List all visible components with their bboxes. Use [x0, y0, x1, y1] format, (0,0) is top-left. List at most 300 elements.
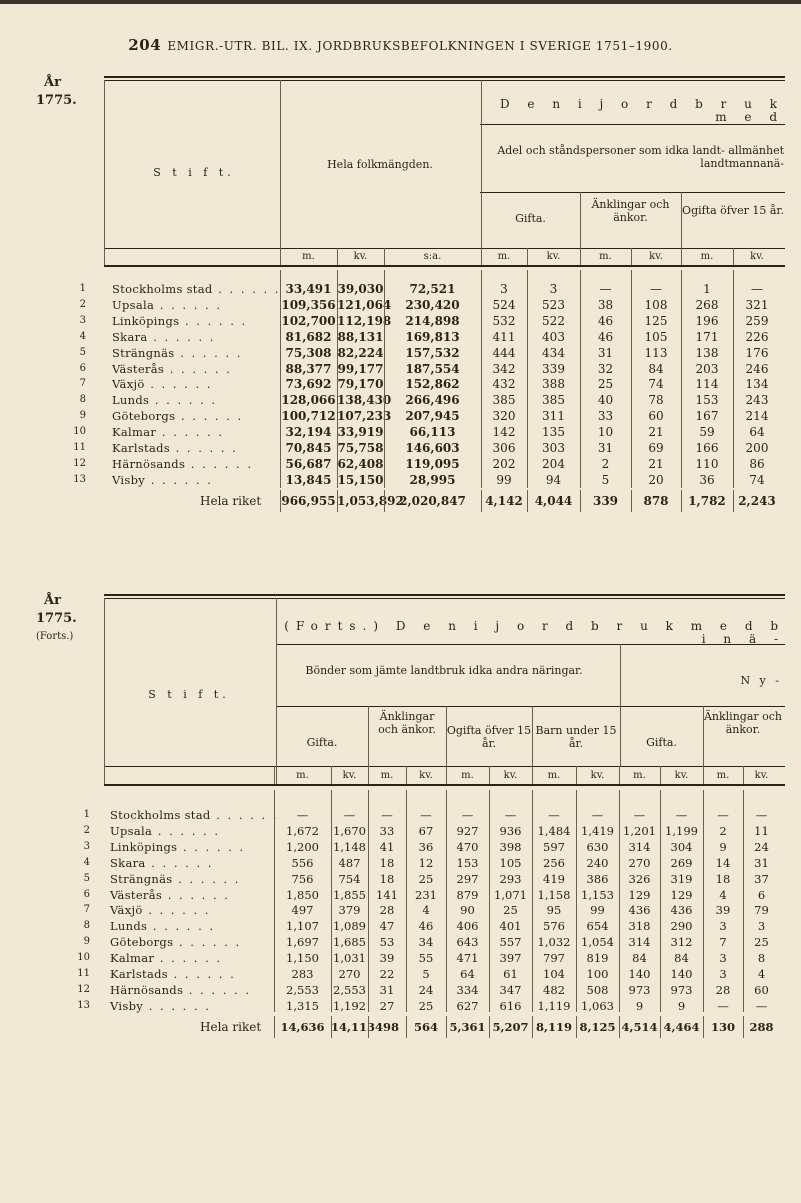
- leader-dots: . . . . . .: [167, 967, 236, 981]
- table-cell: 47: [379, 919, 395, 934]
- table-cell: 69: [648, 441, 664, 455]
- stift-label: Härnösands: [112, 456, 186, 471]
- table-cell: 79,170: [337, 377, 384, 392]
- table-cell: 60: [754, 982, 769, 997]
- table-cell: 37: [754, 871, 769, 886]
- stift-label: Västerås: [110, 887, 163, 902]
- leader-dots: . . . . . .: [183, 982, 252, 997]
- table-cell: 1,071: [494, 887, 527, 902]
- table-cell: 973: [670, 982, 693, 997]
- table-cell: 14: [715, 855, 731, 870]
- leader-dots: . . . . . .: [149, 393, 218, 408]
- table-cell: 432: [492, 377, 516, 392]
- stift-name: [110, 967, 236, 981]
- table-cell: 134: [745, 377, 769, 392]
- table-cell: 1,192: [333, 998, 366, 1013]
- table-cell: 140: [628, 967, 651, 981]
- table-cell: 524: [492, 297, 516, 312]
- table-cell: 1,199: [665, 823, 698, 838]
- stift-label: Lunds: [112, 393, 150, 408]
- barn-header: Barn under 15 år.: [535, 724, 617, 750]
- table-cell: 15,150: [337, 472, 384, 487]
- table-cell: 64: [749, 425, 765, 440]
- table-cell: 397: [499, 951, 522, 966]
- table-cell: —: [591, 808, 604, 822]
- table-cell: 146,603: [405, 441, 460, 455]
- sub-header: kv.: [353, 251, 368, 262]
- table-cell: 64: [460, 967, 475, 981]
- column-rule: [576, 790, 577, 1012]
- table-cell: 78: [648, 393, 664, 408]
- table-cell: 2: [601, 456, 610, 471]
- table-cell: 9: [719, 839, 727, 854]
- table-cell: 270: [338, 967, 361, 981]
- sub-header: m.: [497, 251, 511, 262]
- sub-header: kv.: [754, 770, 769, 781]
- stift-label: Skara: [112, 329, 148, 344]
- sub-header: m.: [599, 251, 612, 262]
- table-cell: 557: [499, 935, 522, 950]
- sub-header: kv.: [342, 770, 357, 781]
- table-cell: 401: [499, 919, 522, 934]
- total-cell: 564: [413, 1020, 438, 1034]
- table-cell: 28: [379, 903, 395, 918]
- table-cell: 434: [542, 345, 565, 360]
- column-rule: [532, 790, 533, 1012]
- row-number: 1: [79, 283, 86, 294]
- table-cell: 62,408: [337, 456, 384, 471]
- row-rule: [480, 192, 785, 193]
- total-cell: 14,636: [280, 1020, 325, 1034]
- table-cell: 2,553: [286, 982, 319, 997]
- column-rule: [280, 490, 281, 512]
- table-cell: 3: [549, 282, 558, 296]
- total-cell: 878: [643, 494, 669, 508]
- table-cell: —: [675, 808, 688, 822]
- stift-label: Visby: [112, 472, 146, 487]
- table-cell: 33: [597, 409, 614, 424]
- running-header: [0, 36, 801, 54]
- table-cell: 99,177: [337, 361, 384, 376]
- table-cell: 290: [670, 919, 693, 934]
- table-cell: 128,066: [281, 393, 336, 408]
- column-rule: [631, 490, 632, 512]
- table-cell: 9: [635, 998, 644, 1013]
- table-cell: 1,119: [537, 998, 571, 1013]
- column-rule: [619, 790, 620, 1012]
- stift-name: [110, 888, 230, 902]
- total-cell: 4,464: [663, 1020, 700, 1034]
- stift-name: [110, 919, 215, 933]
- table-cell: 25: [418, 998, 434, 1013]
- table-cell: 108: [644, 297, 668, 312]
- column-rule: [681, 270, 682, 488]
- table-cell: 419: [543, 871, 565, 886]
- table-cell: 1,032: [537, 935, 571, 950]
- total-cell: 288: [749, 1020, 774, 1034]
- row-number: 3: [83, 840, 90, 852]
- table-cell: 110: [695, 456, 719, 471]
- table-cell: 81,682: [285, 329, 332, 344]
- table-cell: 576: [543, 919, 565, 934]
- table-cell: 125: [644, 313, 668, 328]
- table-cell: 166: [695, 441, 719, 455]
- stift-label: Stockholms stad: [112, 282, 213, 296]
- table-cell: 1,063: [581, 998, 614, 1013]
- stift-label: Göteborgs: [110, 935, 174, 950]
- row-number: 4: [79, 330, 86, 342]
- table-cell: 630: [586, 839, 609, 854]
- table-cell: 522: [542, 313, 565, 328]
- table-cell: 321: [745, 297, 769, 312]
- leader-dots: . . . . . .: [174, 345, 243, 360]
- table-cell: 33,919: [337, 425, 384, 440]
- table-cell: 243: [745, 393, 769, 408]
- table-cell: 879: [456, 887, 479, 902]
- total-cell: 4,514: [621, 1020, 658, 1034]
- column-rule: [580, 490, 581, 512]
- table-cell: 214,898: [405, 313, 460, 328]
- table-cell: 4: [422, 903, 430, 918]
- leader-dots: . . . . . .: [169, 441, 238, 455]
- stift-label: Karlstads: [112, 441, 170, 455]
- total-cell: 1,053,892: [337, 494, 404, 508]
- row-rule: [480, 124, 785, 125]
- table-cell: 312: [670, 935, 693, 950]
- table-cell: 246: [745, 361, 769, 376]
- table-cell: 18: [379, 855, 395, 870]
- sub-header: m.: [547, 770, 561, 781]
- column-rule: [576, 1016, 577, 1038]
- table-cell: 973: [628, 982, 651, 997]
- table-cell: —: [755, 808, 768, 822]
- table-cell: 627: [456, 998, 479, 1013]
- total-label: Hela riket: [200, 1020, 262, 1034]
- stift-label: Växjö: [110, 903, 143, 918]
- table-cell: 269: [670, 855, 693, 870]
- row-rule: [104, 80, 785, 81]
- table-cell: 293: [499, 871, 522, 886]
- table-cell: 70,845: [285, 441, 332, 455]
- column-rule: [481, 270, 482, 488]
- stift-label: Upsala: [110, 823, 153, 838]
- column-rule: [331, 790, 332, 1012]
- total-cell: 966,955: [281, 494, 336, 508]
- row-number: 11: [77, 968, 90, 979]
- table-cell: 297: [456, 871, 479, 886]
- table-cell: 129: [628, 887, 651, 902]
- column-rule: [489, 1016, 490, 1038]
- sub-header: kv.: [750, 251, 764, 262]
- year-label-2: År 1775. (Forts.): [36, 593, 77, 642]
- leader-dots: . . . . . .: [145, 855, 214, 870]
- table-cell: 24: [754, 839, 769, 854]
- stift-name: [112, 346, 242, 360]
- row-number: 10: [73, 426, 86, 438]
- table-cell: 32,194: [285, 425, 332, 440]
- table-cell: 60: [648, 409, 664, 424]
- table-cell: 1,201: [623, 823, 656, 838]
- row-rule: [276, 706, 785, 707]
- table-cell: 319: [670, 871, 693, 886]
- table-cell: —: [751, 282, 763, 296]
- stift-label: Västerås: [112, 361, 165, 376]
- table-cell: 436: [670, 903, 693, 918]
- sub-header: m.: [296, 770, 309, 781]
- table-cell: 226: [745, 329, 769, 344]
- column-rule: [104, 80, 105, 265]
- table-cell: 3: [757, 919, 766, 934]
- column-rule: [703, 790, 704, 1012]
- ny-header: N y -: [740, 674, 782, 687]
- table-cell: 2: [719, 823, 727, 838]
- table-cell: 88,131: [337, 329, 384, 344]
- table-cell: —: [420, 808, 432, 822]
- leader-dots: . . . . . .: [172, 871, 241, 886]
- table-cell: 24: [418, 982, 434, 997]
- column-rule: [337, 270, 338, 488]
- table-cell: 18: [379, 871, 395, 886]
- table-cell: 53: [379, 935, 395, 950]
- column-rule: [619, 1016, 620, 1038]
- row-rule: [104, 598, 785, 599]
- column-rule: [580, 270, 581, 488]
- row-number: 5: [83, 872, 90, 884]
- stift-label: Kalmar: [110, 951, 155, 966]
- table-cell: 153: [456, 855, 479, 870]
- table-cell: 754: [338, 871, 361, 886]
- total-cell: 1,782: [688, 494, 726, 508]
- table-cell: 135: [542, 425, 565, 440]
- sub-header: s:a.: [423, 251, 442, 262]
- row-number: 13: [77, 999, 90, 1011]
- sub-header: m.: [380, 770, 394, 781]
- table-cell: —: [548, 808, 560, 822]
- table-cell: 326: [628, 871, 651, 886]
- table-cell: 1,107: [286, 919, 319, 934]
- column-rule: [489, 790, 490, 1012]
- table-cell: 79: [754, 903, 769, 918]
- table-cell: 36: [699, 472, 715, 487]
- table-cell: 20: [648, 472, 664, 487]
- leader-dots: . . . . . .: [152, 823, 221, 838]
- table-cell: 104: [543, 967, 565, 981]
- table-cell: 9: [677, 998, 686, 1013]
- table-cell: 25: [418, 871, 434, 886]
- total-cell: 4,044: [534, 494, 573, 508]
- table-cell: 1: [703, 282, 711, 296]
- anklingar-header: Änklingar och änkor.: [591, 198, 670, 224]
- table-cell: 1,855: [333, 887, 366, 902]
- table-cell: 532: [492, 313, 516, 328]
- sub-header: kv.: [649, 251, 663, 262]
- column-rule: [384, 490, 385, 512]
- row-number: 6: [83, 888, 90, 900]
- total-cell: 8,119: [535, 1020, 572, 1034]
- table-cell: —: [599, 282, 612, 296]
- table-cell: 3: [719, 967, 727, 981]
- table-cell: 73,692: [285, 377, 332, 392]
- table-cell: 39: [379, 951, 395, 966]
- row-number: 6: [79, 362, 86, 374]
- table-cell: 34: [418, 935, 434, 950]
- table-cell: 303: [542, 441, 565, 455]
- table-cell: —: [717, 998, 729, 1013]
- column-rule: [681, 192, 682, 248]
- table-cell: 1,670: [333, 823, 366, 838]
- stift-name: [112, 362, 232, 376]
- leader-dots: . . . . . .: [185, 456, 254, 471]
- table-cell: 1,484: [537, 823, 571, 838]
- row-number: 12: [77, 983, 90, 995]
- table-cell: 38: [597, 297, 614, 312]
- leader-dots: . . . . . .: [156, 425, 225, 440]
- row-number: 12: [73, 457, 86, 469]
- row-number: 2: [79, 298, 86, 310]
- leader-dots: . . . . . .: [143, 998, 211, 1013]
- table-cell: 13,845: [285, 472, 332, 487]
- table-cell: 109,356: [281, 297, 336, 312]
- table-cell: 40: [597, 393, 614, 408]
- row-rule: [104, 594, 785, 596]
- column-rule: [384, 270, 385, 488]
- table-cell: 84: [632, 951, 647, 966]
- table-cell: 171: [695, 329, 719, 344]
- row-rule: [104, 766, 785, 767]
- main-header: D e n i j o r d b r u k m e d: [499, 97, 784, 124]
- table-cell: 176: [745, 345, 769, 360]
- table-cell: 169,813: [405, 329, 460, 344]
- table-cell: 94: [545, 472, 562, 487]
- table-cell: 654: [586, 919, 609, 934]
- table-cell: 1,148: [333, 839, 366, 854]
- table-cell: 112,198: [337, 313, 392, 328]
- stift-name: [112, 330, 215, 344]
- table-cell: 556: [291, 855, 314, 870]
- table-cell: —: [343, 808, 356, 822]
- row-number: 9: [83, 936, 90, 948]
- table-cell: 230,420: [405, 297, 460, 312]
- table-cell: 398: [499, 839, 522, 854]
- table-cell: 21: [648, 425, 664, 440]
- table-cell: 616: [499, 998, 522, 1013]
- leader-dots: . . . . . .: [173, 935, 242, 950]
- stift-label: Visby: [110, 998, 144, 1013]
- sub-header: m.: [302, 251, 315, 262]
- row-number: 10: [77, 952, 90, 964]
- column-rule: [406, 1016, 407, 1038]
- column-rule: [743, 790, 744, 1012]
- stift-name: [110, 872, 240, 886]
- column-rule: [280, 270, 281, 488]
- table-cell: 304: [670, 839, 693, 854]
- table-cell: 56,687: [285, 456, 332, 471]
- stift-name: [112, 314, 247, 328]
- table-cell: 10: [597, 425, 614, 440]
- row-number: 3: [79, 314, 86, 326]
- stift-label: Göteborgs: [112, 409, 176, 424]
- table-cell: 105: [644, 329, 668, 344]
- total-cell: 2,020,847: [399, 494, 466, 508]
- table-cell: 153: [695, 393, 719, 408]
- row-number: 1: [83, 809, 90, 820]
- table-cell: 643: [456, 935, 479, 950]
- table-cell: 523: [542, 297, 565, 312]
- leader-dots: . . . . . .: [147, 919, 216, 934]
- stift-label: Strängnäs: [110, 871, 173, 886]
- table-cell: 21: [648, 456, 664, 471]
- table-cell: 33,491: [285, 282, 332, 296]
- stift-label: Kalmar: [112, 425, 157, 440]
- table-cell: 75,308: [285, 345, 332, 360]
- table-cell: 411: [492, 329, 516, 344]
- anklingar-2-header: Änklingar och änkor.: [703, 710, 783, 736]
- table-cell: 314: [628, 935, 651, 950]
- table-cell: 142: [492, 425, 516, 440]
- table-cell: 25: [503, 903, 518, 918]
- table-cell: 25: [597, 377, 614, 392]
- table-cell: 334: [456, 982, 479, 997]
- table-cell: —: [633, 808, 646, 822]
- stift-name: [110, 856, 213, 870]
- table-cell: —: [504, 808, 517, 822]
- ogifta-header: Ogifta öfver 15 år.: [682, 204, 784, 217]
- table-cell: 936: [499, 823, 522, 838]
- gifta-header: Gifta.: [306, 736, 338, 749]
- sub-header: kv.: [590, 770, 605, 781]
- table-cell: 482: [543, 982, 565, 997]
- table-cell: 497: [291, 903, 314, 918]
- table-cell: 444: [492, 345, 516, 360]
- column-rule: [527, 490, 528, 512]
- column-rule: [481, 80, 482, 265]
- leader-dots: . . . . . .: [142, 903, 211, 918]
- table-cell: 339: [542, 361, 565, 376]
- column-rule: [368, 790, 369, 1012]
- table-cell: 187,554: [405, 361, 460, 376]
- table-cell: 6: [757, 887, 766, 902]
- stift-name: [112, 393, 217, 407]
- stift-label: Strängnäs: [112, 345, 175, 360]
- table-2: [77, 594, 785, 1042]
- total-cell: 130: [710, 1020, 735, 1034]
- table-cell: 119,095: [405, 456, 460, 471]
- table-cell: 107,233: [337, 409, 392, 424]
- sub-header: m.: [716, 770, 730, 781]
- table-cell: 3: [719, 951, 727, 966]
- stift-name: [110, 840, 245, 854]
- table-cell: 138,430: [337, 393, 392, 408]
- table-cell: 406: [456, 919, 479, 934]
- stift-name: [110, 903, 210, 917]
- table-cell: 141: [376, 887, 398, 902]
- table-cell: 55: [418, 951, 434, 966]
- table-1: [73, 76, 785, 516]
- sub-header: kv.: [674, 770, 689, 781]
- table-cell: 1,672: [286, 823, 319, 838]
- table-cell: 379: [338, 903, 361, 918]
- row-number: 5: [79, 346, 86, 358]
- table-cell: 25: [754, 935, 769, 950]
- column-rule: [446, 1016, 447, 1038]
- group-header: Adel och ståndspersoner som idka landt- allmänhet landtmannanä-: [497, 144, 784, 170]
- bonder-header: Bönder som jämte landtbruk idka andra näringar.: [305, 664, 583, 677]
- table-cell: 66,113: [409, 425, 456, 440]
- table-cell: 32: [597, 361, 614, 376]
- table-cell: —: [461, 808, 474, 822]
- table-cell: 46: [597, 313, 614, 328]
- column-rule: [368, 1016, 369, 1038]
